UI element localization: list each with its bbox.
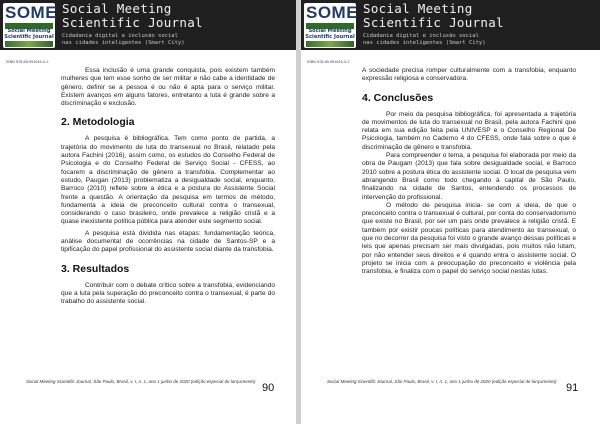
logo-subtitle: Social Meeting Scientific Journal [305, 28, 355, 40]
page-number: 91 [566, 382, 579, 394]
conclusoes-paragraph-3: O método de pesquisa inicia- se com a ideia, de que o preconceito contra o transexual é cultural, por conta do conservadorismo que existe no Brasil, por ser um país onde prevalece a religião cristã. E também por existir poucas políticas para atendimento ao transexual, o que no decorrer da pesquisa foi visto o grande avanço dessas políticas e leis que apenas precisam ser mais divulgadas, pois muitos não lutam, por não entender seus direitos e é quando entra o assistente social. O projeto se inicia com a preocupação do preconceito e violência pela transfobia, e finaliza com o papel do serviço social nestas lutas. [362, 201, 576, 276]
logo-text: SOME [5, 3, 58, 22]
journal-subtitle-line2: nas cidades inteligentes (Smart City) [363, 39, 486, 46]
section-heading-resultados: 3. Resultados [61, 262, 130, 275]
journal-title-line1: Social Meeting [62, 1, 172, 16]
footer-citation: Social Meeting Scientific Journal, São Paulo, Brasil, v. I, n. 1, ano 1 junho de 2020 (edição especial de lançamento) [26, 379, 256, 384]
journal-title-line2: Scientific Journal [62, 15, 203, 30]
journal-title-line1: Social Meeting [363, 1, 473, 16]
journal-title [62, 2, 203, 30]
right-page-body [362, 67, 576, 277]
journal-header [0, 0, 296, 50]
journal-subtitle-line1: Cidadania digital e inclusão social [62, 33, 178, 39]
journal-header [301, 0, 600, 50]
journal-subtitle-line2: nas cidades inteligentes (Smart City) [62, 39, 185, 46]
logo-photo [306, 41, 354, 47]
section-heading-conclusoes: 4. Conclusões [362, 91, 434, 104]
logo-photo [5, 41, 53, 47]
isbn-label: ISBN 978-65-991619-0-2 [6, 60, 49, 64]
journal-title-line2: Scientific Journal [363, 15, 504, 30]
metodologia-paragraph-2: A pesquisa está dividida nas etapas: fundamentação teórica, análise documental de ocorrências na cidade de Santos-SP e a tipificação do papel profissional do assistente social diante da transfobia. [61, 229, 275, 254]
journal-subtitle [62, 33, 185, 47]
logo-text: SOME [306, 3, 359, 22]
left-page-body [61, 67, 275, 307]
journal-subtitle [363, 33, 486, 47]
conclusoes-paragraph-2: Para compreender o tema, a pesquisa foi elaborada por meio da obra de Paugam (2013) que fala sobre desigualdade social, e Barroco 2010 sobre a postura ética do assistente social. O local de pesquisa vem abrangendo Brasil como todo chegando à capital de São Paulo, finalizando na cidade de Santos, entendendo os processos de intervenção do profissional. [362, 152, 576, 201]
intro-paragraph: A sociedade precisa romper culturalmente com a transfobia, enquanto expressão religiosa e conservadora. [362, 67, 576, 83]
right-page [301, 0, 600, 424]
journal-logo [304, 3, 359, 48]
footer-citation: Social Meeting Scientific Journal, São Paulo, Brasil, v. I, n. 1, ano 1 junho de 2020 (edição especial de lançamento) [327, 379, 557, 384]
journal-subtitle-line1: Cidadania digital e inclusão social [363, 33, 479, 39]
intro-paragraph: Essa inclusão é uma grande conquista, pois existem também mulheres que tem esse sonho de ser militar e não cabe a identidade de gênero, definir se a pessoa é ou não é apta para o serviço militar. Existem avanços em alguns fatores, entretanto a luta é grande sobre a discriminação e exclusão. [61, 67, 275, 108]
page-number: 90 [262, 382, 275, 394]
metodologia-paragraph-1: A pesquisa é bibliográfica. Tem como ponto de partida, a trajetória do movimento de luta do transexual no Brasil, relatado pela autora Fachini (2016), assim como, os estudos do Conselho Federal de Psicologia e do Conselho Federal de Serviço Social - CFESS, ao focarem a discriminação de gênero a transfobia. Complementar ao estudo, Paugan (2013) problematiza a desigualdade social, enquanto, Barroco (2010) reflete sobre a ética e a postura do Assistente Social frente a questão. A orientação da pesquisa em termos de método, fundamenta a ideia de preconceito cultural contra o transexual, considerando o caso brasileiro, onde prevalece a religião cristã e a quase inexistente política pública para atender este segmento social. [61, 135, 275, 226]
isbn-label: ISBN 978-65-991619-0-2 [307, 60, 350, 64]
conclusoes-paragraph-1: Por meio da pesquisa bibliográfica, foi apresentada a trajetória de movimentos de luta do transexual no Brasil, pela autora Fachini que relata em sua edição feita pela UNIVESP e o Conselho Regional De Psicologia, também no Caderno 4 do CFESS, onde fala sobre o que é discriminação de gênero e transfobia. [362, 110, 576, 151]
resultados-paragraph-1: Contribuir com o debate crítico sobre a transfobia, evidenciando que a luta pela superação do preconceito contra o transexual, é parte do trabalho do assistente social. [61, 281, 275, 306]
journal-title [363, 2, 504, 30]
left-page [0, 0, 296, 424]
logo-subtitle: Social Meeting Scientific Journal [4, 28, 54, 40]
journal-logo [3, 3, 58, 48]
section-heading-metodologia: 2. Metodologia [61, 116, 135, 129]
